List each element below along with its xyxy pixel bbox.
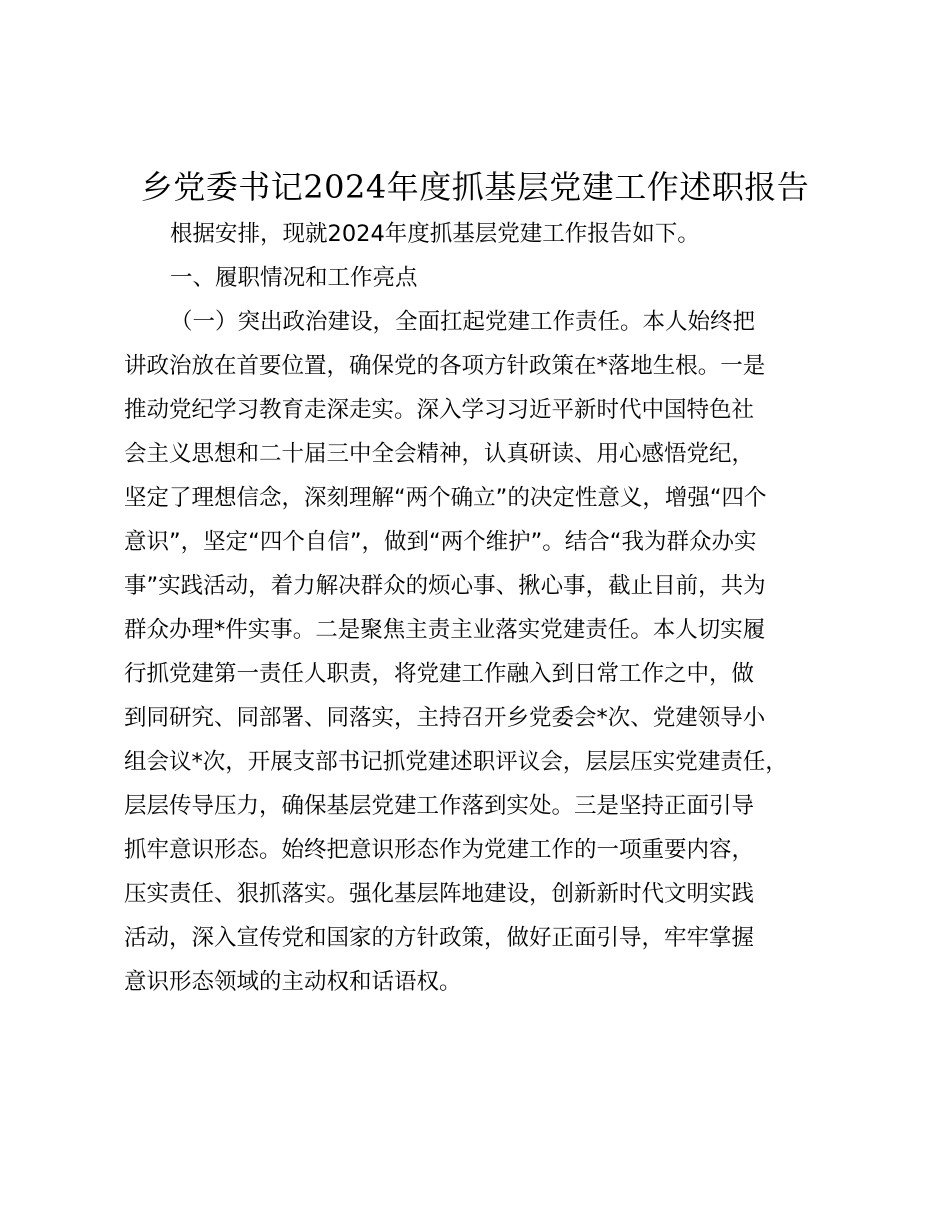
paragraph-line: 讲政治放在首要位置，确保党的各项方针政策在*落地生根。一是 — [124, 353, 766, 379]
document-body — [124, 212, 836, 1004]
paragraph-line: （一）突出政治建设，全面扛起党建工作责任。本人始终把 — [170, 309, 756, 335]
paragraph-line: 行抓党建第一责任人职责，将党建工作融入到日常工作之中，做 — [124, 661, 755, 687]
paragraph-line: 事”实践活动，着力解决群众的烦心事、揪心事，截止目前，共为 — [124, 573, 766, 599]
paragraph-line: 压实责任、狠抓落实。强化基层阵地建设，创新新时代文明实践 — [124, 881, 755, 907]
paragraph-line: 推动党纪学习教育走深走实。深入学习习近平新时代中国特色社 — [124, 397, 755, 423]
intro-paragraph: 根据安排，现就2024年度抓基层党建工作报告如下。 — [170, 221, 700, 247]
paragraph-line: 到同研究、同部署、同落实，主持召开乡党委会*次、党建领导小 — [124, 705, 766, 731]
paragraph-line: 群众办理*件实事。二是聚焦主责主业落实党建责任。本人切实履 — [124, 617, 766, 643]
paragraph-line: 层层传导压力，确保基层党建工作落到实处。三是坚持正面引导 — [124, 793, 755, 819]
paragraph-line: 坚定了理想信念，深刻理解“两个确立”的决定性意义，增强“四个 — [124, 485, 767, 511]
paragraph-line: 会主义思想和二十届三中全会精神，认真研读、用心感悟党纪， — [124, 441, 755, 467]
paragraph-line: 组会议*次，开展支部书记抓党建述职评议会，层层压实党建责任， — [124, 749, 788, 775]
main-paragraph — [124, 300, 836, 1004]
section-heading: 一、履职情况和工作亮点 — [170, 265, 418, 291]
paragraph-line: 意识形态领域的主动权和话语权。 — [124, 969, 462, 995]
paragraph-line: 活动，深入宣传党和国家的方针政策，做好正面引导，牢牢掌握 — [124, 925, 755, 951]
paragraph-line: 抓牢意识形态。始终把意识形态作为党建工作的一项重要内容， — [124, 837, 755, 863]
document-title: 乡党委书记2024年度抓基层党建工作述职报告 — [140, 168, 810, 206]
paragraph-line: 意识”，坚定“四个自信”，做到“两个维护”。结合“我为群众办实 — [124, 529, 757, 555]
